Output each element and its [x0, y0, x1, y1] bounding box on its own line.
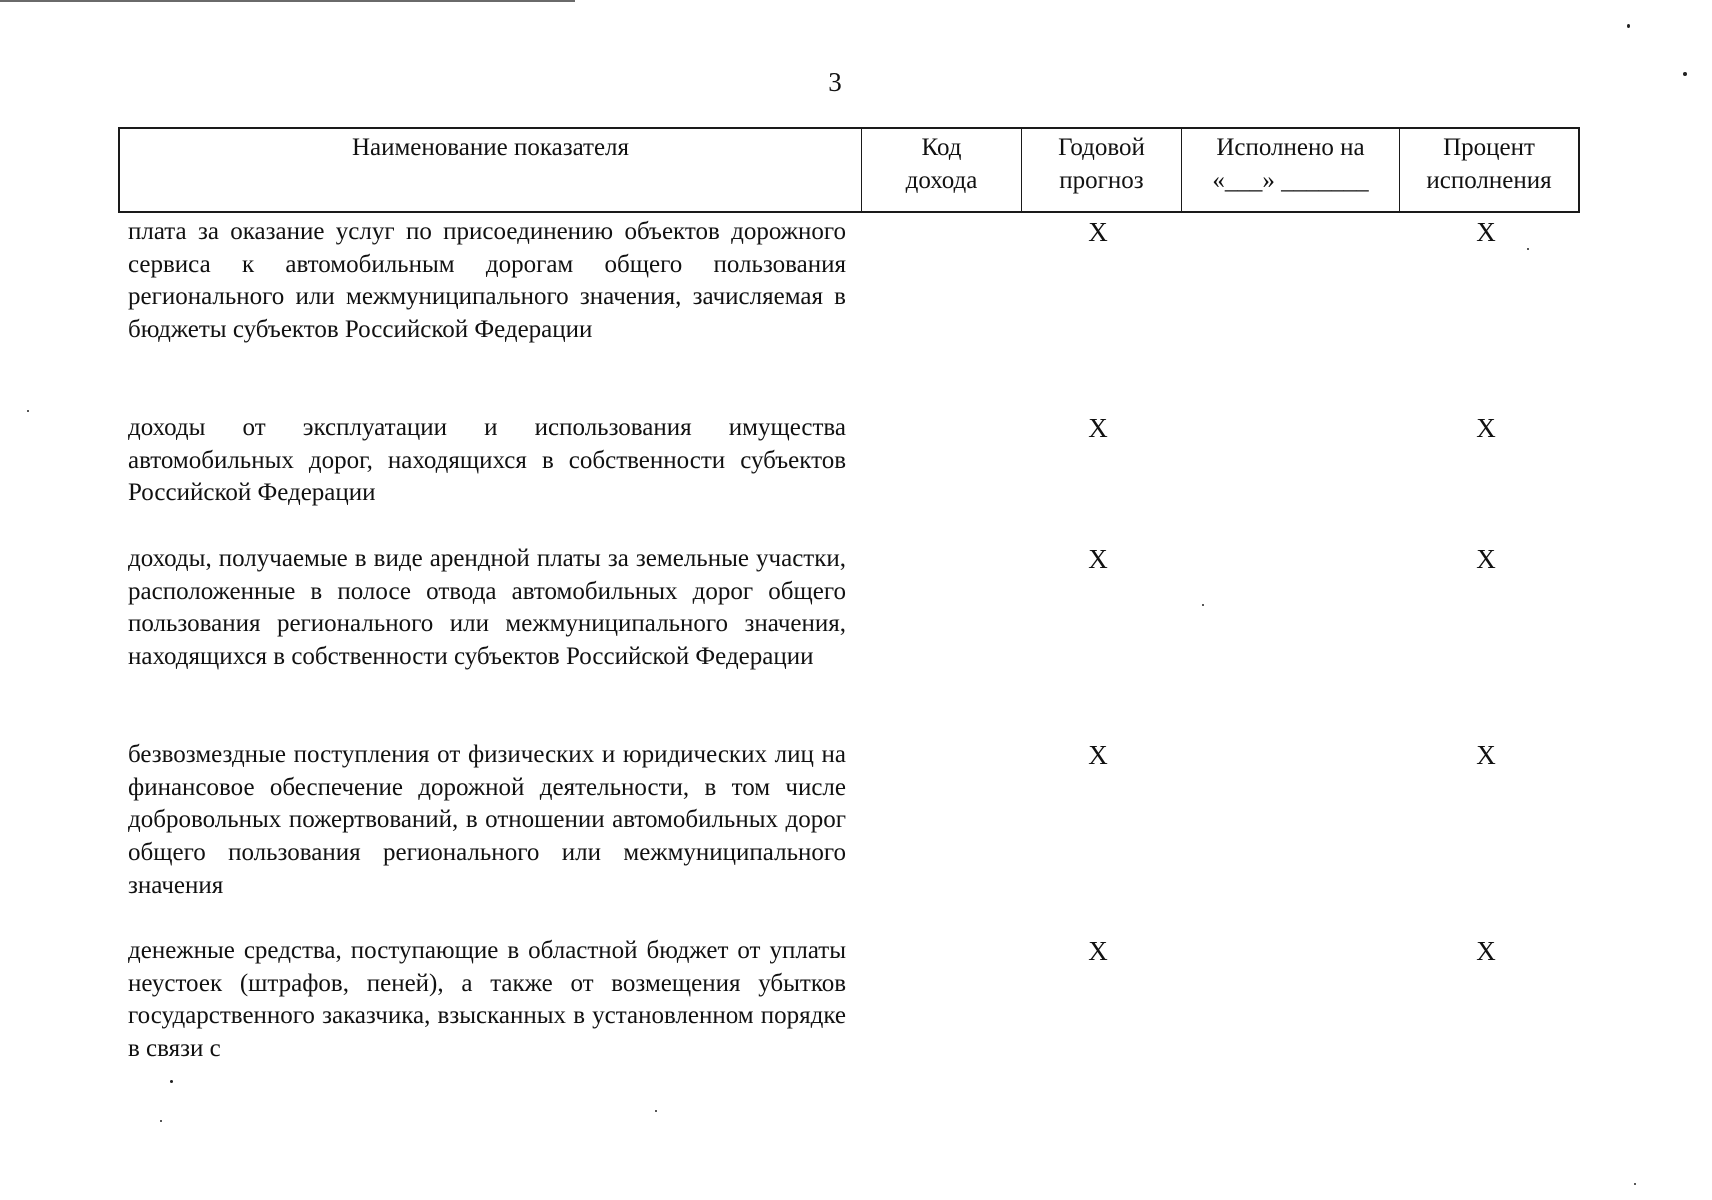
header-annual-forecast: Годовой прогноз: [1022, 129, 1182, 211]
row-percent: X: [1476, 936, 1496, 966]
header-executed-on-date: Исполнено на «___» _______: [1182, 129, 1400, 211]
table-header: [118, 127, 1580, 213]
scan-speck: [655, 1110, 657, 1112]
row-percent: X: [1476, 544, 1496, 574]
row-annual-forecast: X: [1088, 217, 1108, 247]
scan-speck: [170, 1080, 173, 1083]
scan-top-edge-line: [0, 0, 575, 2]
row-indicator-name: плата за оказание услуг по присоединению объектов дорожного сервиса к автомобильным дорогам общего пользования регионального или межмуниципального значения, зачисляемая в бюджеты субъектов Российской Федерации: [128, 218, 846, 344]
scan-speck: [1683, 72, 1687, 76]
row-percent: X: [1476, 413, 1496, 443]
header-indicator-name: Наименование показателя: [120, 129, 862, 211]
scan-speck: [160, 1120, 162, 1122]
scan-speck: [1627, 24, 1630, 28]
scan-speck: [1202, 604, 1204, 606]
row-annual-forecast: X: [1088, 740, 1108, 770]
row-indicator-name: доходы, получаемые в виде арендной платы за земельные участки, расположенные в полосе отвода автомобильных дорог общего пользования регионального или межмуниципального значения, находящихся в собственности субъектов Российской Федерации: [128, 545, 846, 671]
scan-speck: [27, 410, 29, 412]
row-indicator-name: доходы от эксплуатации и использования имущества автомобильных дорог, находящихся в собственности субъектов Российской Федерации: [128, 414, 846, 507]
row-indicator-name: безвозмездные поступления от физических и юридических лиц на финансовое обеспечение дорожной деятельности, в том числе добровольных пожертвований, в отношении автомобильных дорог общего пользования регионального или межмуниципального значения: [128, 741, 846, 899]
scan-speck: [1527, 248, 1529, 250]
row-percent: X: [1476, 740, 1496, 770]
page-number: 3: [828, 67, 842, 97]
row-indicator-name: денежные средства, поступающие в областной бюджет от уплаты неустоек (штрафов, пеней), а также от возмещения убытков государственного заказчика, взысканных в установленном порядке в связи с: [128, 937, 846, 1063]
row-annual-forecast: X: [1088, 413, 1108, 443]
row-percent: X: [1476, 217, 1496, 247]
row-annual-forecast: X: [1088, 936, 1108, 966]
row-annual-forecast: X: [1088, 544, 1108, 574]
scan-speck: [1634, 1183, 1636, 1185]
header-income-code: Код дохода: [862, 129, 1022, 211]
header-percent-execution: Процент исполнения: [1426, 134, 1552, 194]
